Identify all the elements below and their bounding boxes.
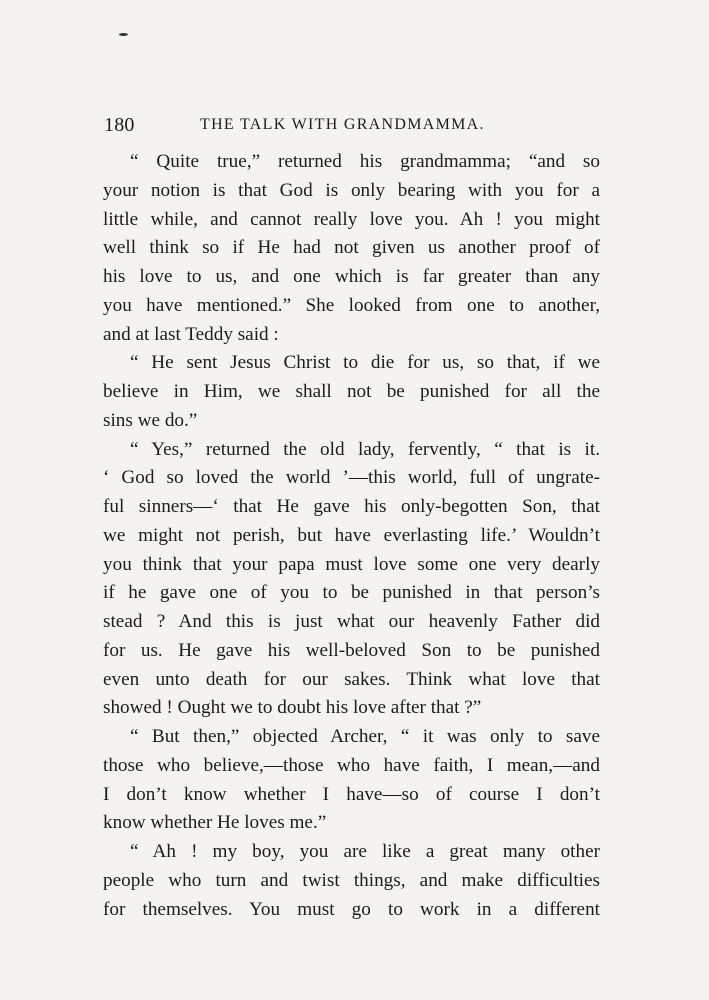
text-line: “ He sent Jesus Christ to die for us, so that, if we bbox=[130, 352, 600, 374]
text-line: even unto death for our sakes. Think what love that bbox=[103, 668, 600, 690]
text-line: little while, and cannot really love you. Ah ! you might bbox=[103, 208, 600, 230]
text-line: “ Quite true,” returned his grandmamma; “and so bbox=[130, 151, 600, 172]
text-line: ‘ God so loved the world ’—this world, full of ungrate- bbox=[103, 467, 600, 489]
text-line: “ But then,” objected Archer, “ it was only to save bbox=[130, 726, 600, 747]
text-line: sins we do.” bbox=[103, 409, 198, 431]
text-line: his love to us, and one which is far greater than any bbox=[103, 266, 600, 287]
text-line: I don’t know whether I have—so of course I don’t bbox=[103, 783, 600, 805]
text-line: for themselves. You must go to work in a different bbox=[103, 898, 600, 920]
text-line: “ Yes,” returned the old lady, fervently, “ that is it. bbox=[130, 438, 600, 460]
text-line: showed ! Ought we to doubt his love after that ?” bbox=[103, 697, 482, 719]
text-line: believe in Him, we shall not be punished for all the bbox=[103, 381, 600, 402]
text-line: and at last Teddy said : bbox=[103, 323, 279, 345]
running-title: THE TALK WITH GRANDMAMMA. bbox=[200, 116, 485, 133]
text-line: we might not perish, but have everlasting life.’ Wouldn’t bbox=[103, 524, 600, 546]
text-line: you think that your papa must love some one very dearly bbox=[103, 553, 600, 575]
text-line: for us. He gave his well-beloved Son to be punished bbox=[103, 639, 600, 661]
text-line: you have mentioned.” She looked from one to another, bbox=[103, 294, 600, 316]
text-line: your notion is that God is only bearing with you for a bbox=[103, 179, 600, 201]
ink-speck bbox=[119, 33, 128, 36]
text-line: those who believe,—those who have faith, I mean,—and bbox=[103, 754, 600, 776]
page-number: 180 bbox=[104, 114, 135, 136]
text-line: well think so if He had not given us another proof of bbox=[103, 237, 600, 259]
page-header bbox=[104, 114, 600, 140]
text-line: people who turn and twist things, and make difficulties bbox=[103, 869, 600, 891]
text-line: stead ? And this is just what our heavenly Father did bbox=[103, 611, 600, 632]
text-line: ful sinners—‘ that He gave his only-begotten Son, that bbox=[103, 496, 600, 517]
body-text bbox=[103, 148, 600, 924]
text-line: if he gave one of you to be punished in that person’s bbox=[103, 582, 600, 604]
text-line: know whether He loves me.” bbox=[103, 812, 327, 834]
text-line: “ Ah ! my boy, you are like a great many other bbox=[130, 841, 600, 862]
